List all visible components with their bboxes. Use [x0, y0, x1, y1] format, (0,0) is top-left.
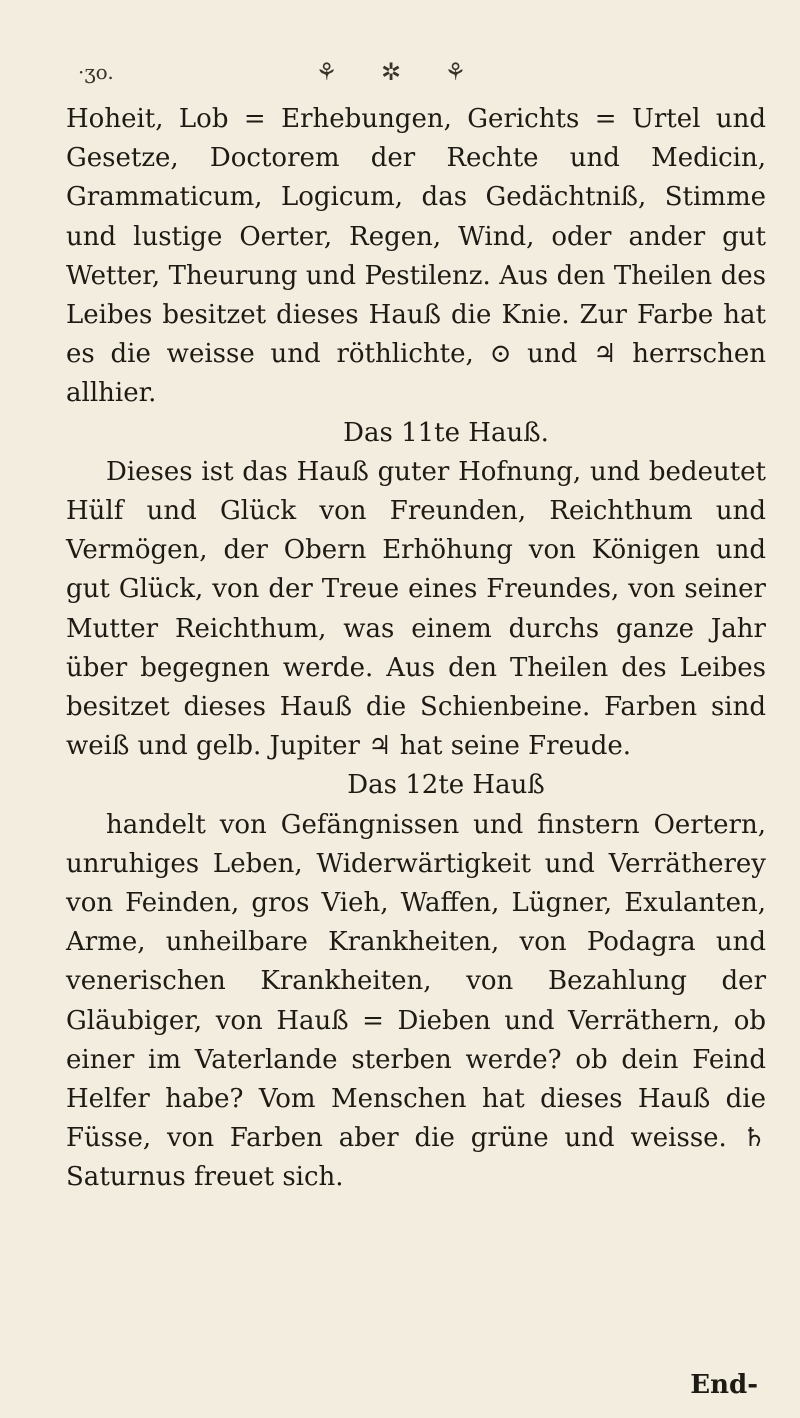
section-body-11: Dieses ist das Hauß guter Hofnung, und bedeutet Hülf und Glück von Freunden, Reichthum und Vermögen, der Obern Erhöhung von Königen und gut Glück, von der Treue eines Freundes, von seiner Mutter Reichthum, was einem durchs ganze Jahr über begegnen werde. Aus den Theilen des Leibes besitzet dieses Hauß die Schienbeine. Farben sind weiß und gelb. Jupiter ♃ hat seine Freude. — [66, 456, 766, 762]
section-body-12: handelt von Gefängnissen und finstern Oertern, unruhiges Leben, Widerwärtigkeit und Verrätherey von Feinden, gros Vieh, Waffen, Lügner, Exulanten, Arme, unheilbare Krankheiten, von Podagra und venerischen Krankheiten, von Bezahlung der Gläubiger, von Hauß = Dieben und Verräthern, ob einer im Vaterlande sterben werde? ob dein Feind Helfer habe? Vom Menschen hat dieses Hauß die Füsse, von Farben aber die grüne und weisse. ♄ Saturnus freuet sich. — [66, 809, 766, 1193]
catchword: End- — [690, 1370, 758, 1400]
section-heading-12: Das 12te Hauß — [347, 770, 545, 801]
page-text — [66, 100, 766, 1198]
continued-paragraph: Hoheit, Lob = Erhebungen, Gerichts = Urtel und Gesetze, Doctorem der Rechte und Medicin, Grammaticum, Logicum, das Gedächtniß, Stimme und lustige Oerter, Regen, Wind, oder ander gut Wetter, Theurung und Pestilenz. Aus den Theilen des Leibes besitzet dieses Hauß die Knie. Zur Farbe hat es die weisse und röthlichte, ⊙ und ♃ herrschen allhier. — [66, 104, 766, 409]
section-heading-11: Das 11te Hauß. — [343, 417, 549, 448]
running-mark: ·ʒo. — [78, 60, 114, 84]
header-ornament: ⚘ ✲ ⚘ — [315, 58, 485, 86]
